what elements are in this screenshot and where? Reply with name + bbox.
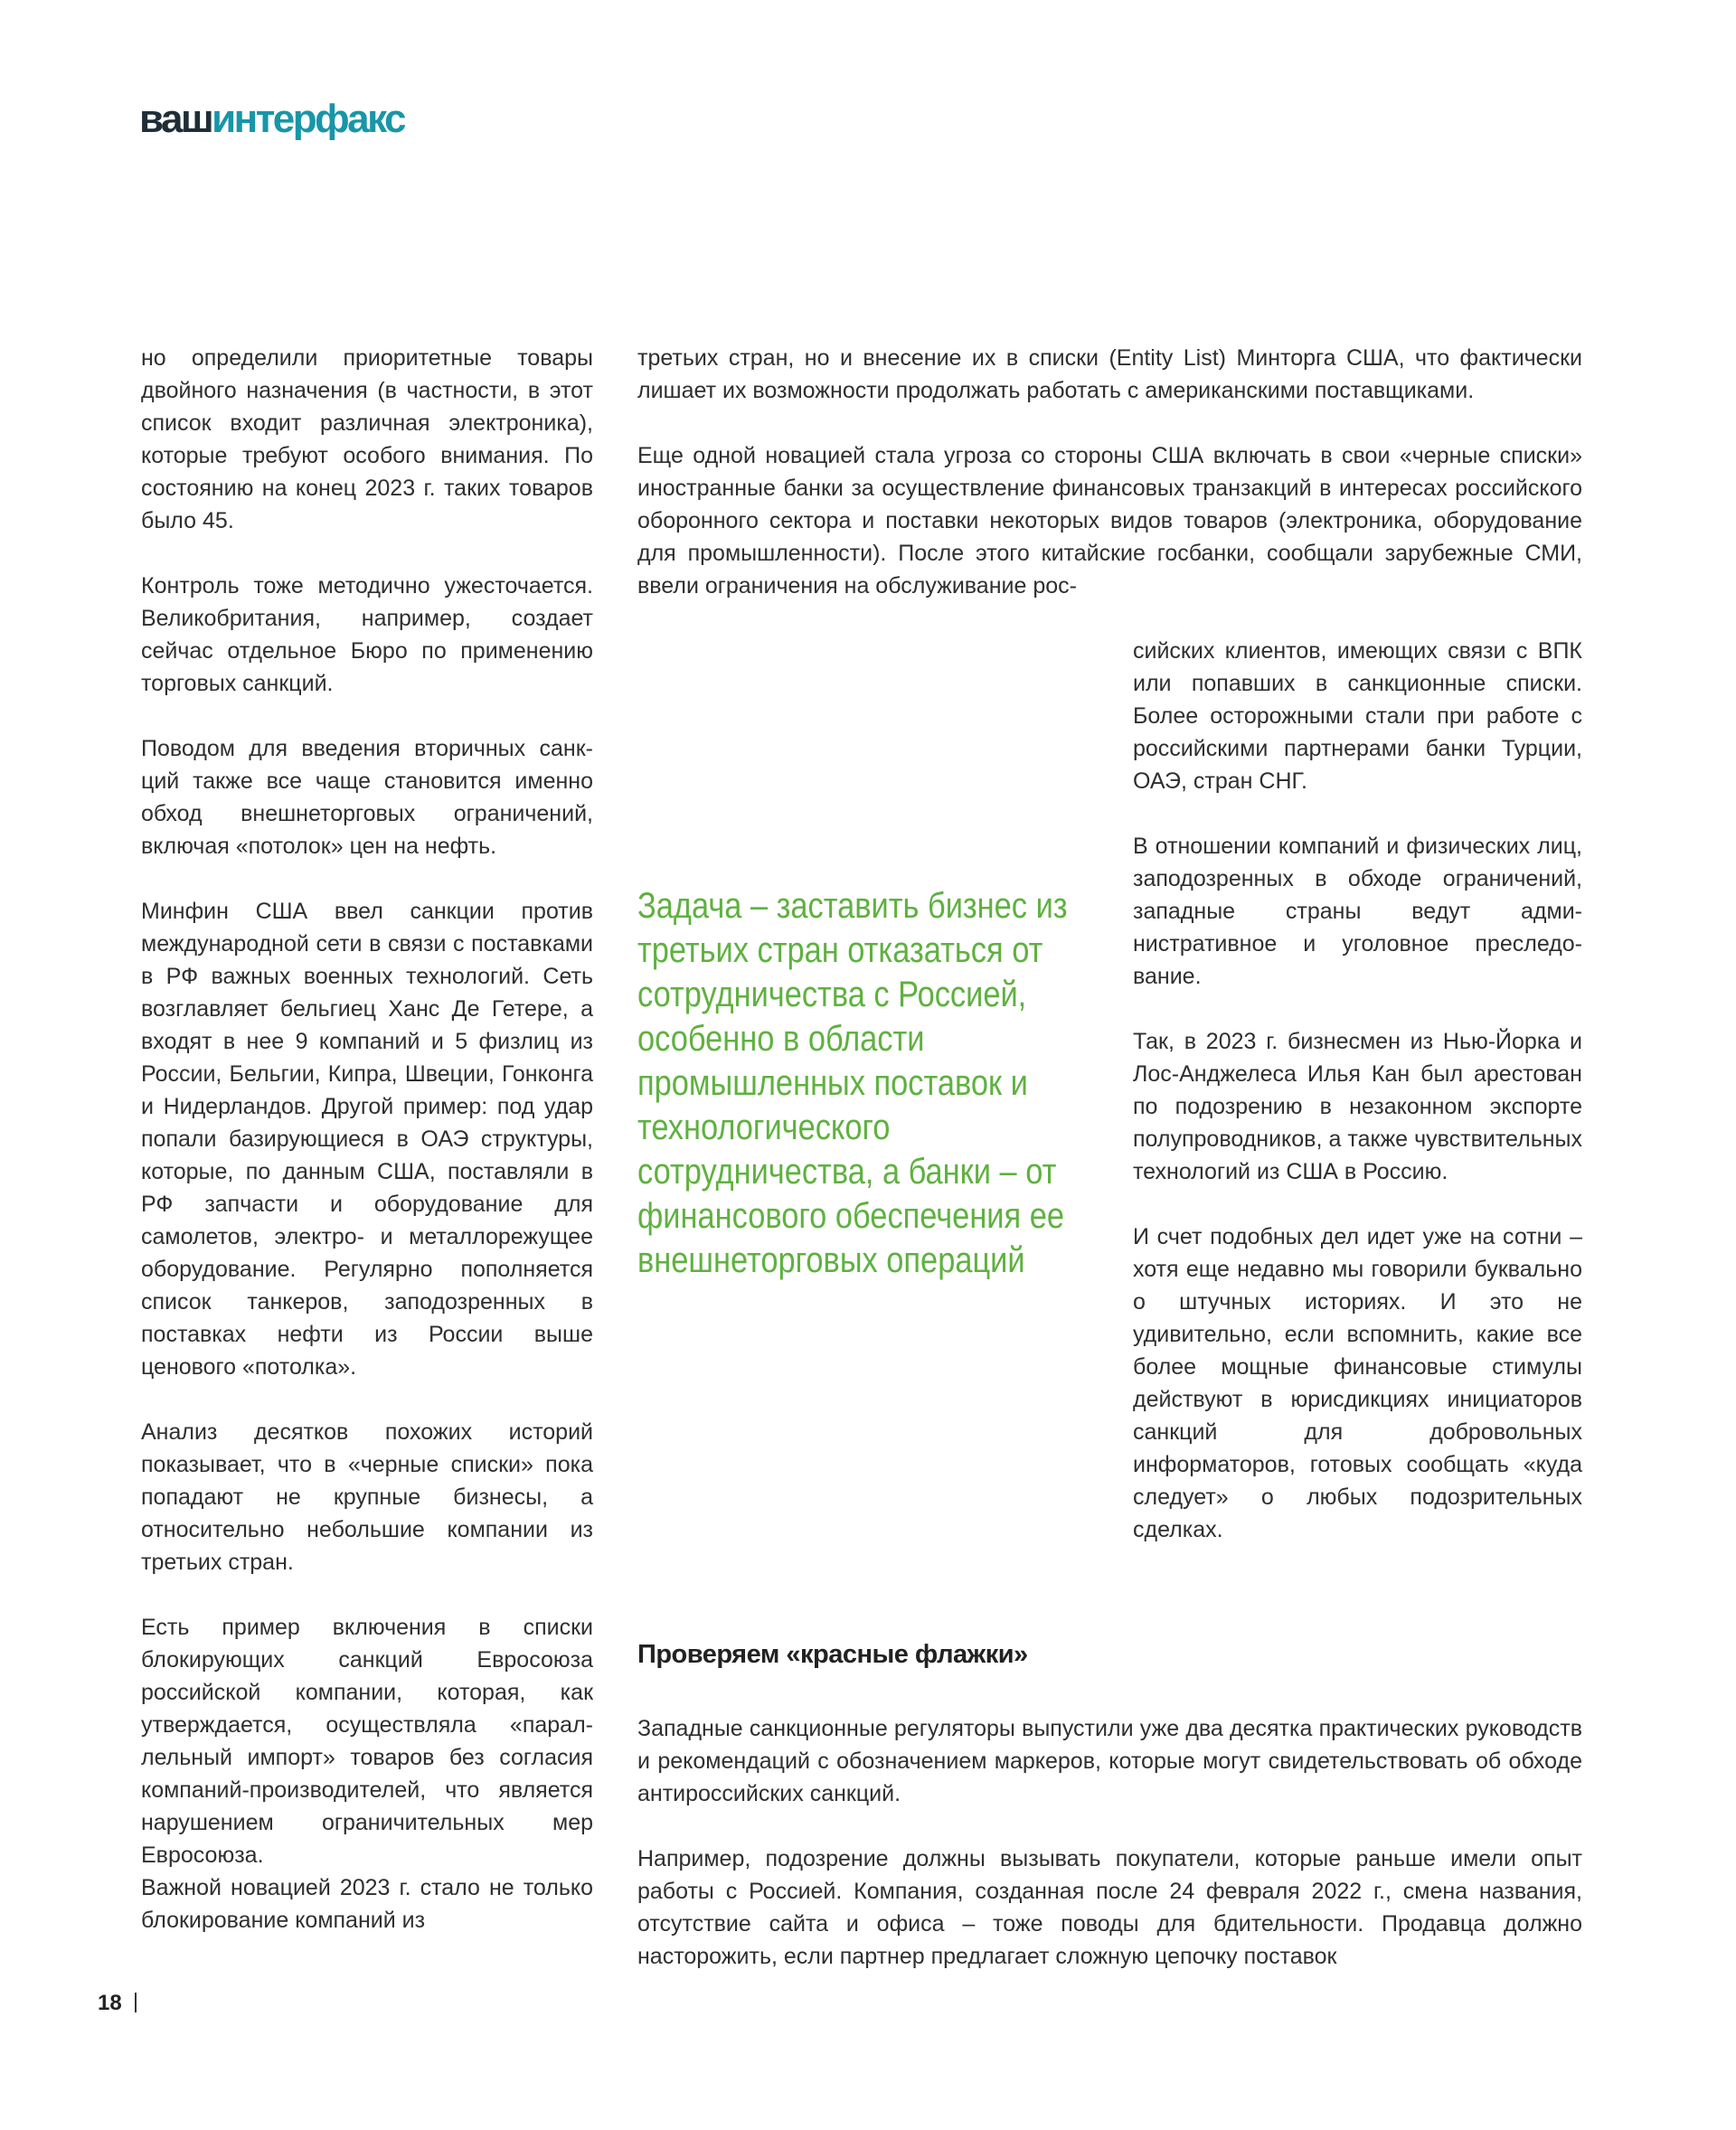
page-footer bbox=[98, 1991, 137, 2016]
section-heading: Проверяем «красные флажки» bbox=[637, 1640, 1028, 1669]
paragraph: Так, в 2023 г. бизнесмен из Нью-Йорка и Лос-Анджелеса Илья Кан был арестован по подозрению в незаконном экспорте полупроводников, а также чувствительных технологий из США в Россию. bbox=[1133, 1029, 1582, 1184]
paragraph: Западные санкционные регуляторы выпустили уже два десятка практических руководств и рекомендаций с обозначением маркеров, которые могут свидетельствовать об обходе антироссийских санкций. bbox=[637, 1716, 1582, 1806]
logo-part-1: ваш bbox=[139, 97, 212, 141]
paragraph: Контроль тоже методично ужесточается. Великобритания, например, создает сейчас отдельное Бюро по применению торговых санкций. bbox=[141, 573, 593, 696]
paragraph: Еще одной новацией стала угроза со стороны США включать в свои «черные списки» иностранные банки за осуществление финансовых транзакций в интересах российского оборонного сектора и поставки некоторых видов товаров (электроника, оборудование для промышленности). После этого китайские госбанки, сообщали зарубежные СМИ, ввели ограничения на обслуживание рос- bbox=[637, 443, 1582, 598]
section-red-flags bbox=[637, 1636, 1582, 2005]
paragraph: но определили приоритетные товары двойного назначения (в частности, в этот список входит различная электроника), которые требуют особого внимания. По состоянию на конец 2023 г. таких товаров было 45. bbox=[141, 345, 593, 533]
paragraph: третьих стран, но и внесение их в списки (Entity List) Минторга США, что фактически лишает их возможности продолжать работать с американскими поставщиками. bbox=[637, 345, 1582, 403]
brand-logo bbox=[139, 99, 404, 139]
paragraph: Есть пример включения в списки блокирующих санкций Евросоюза российской компании, которая, как утверждается, осуществляла «параллельный импорт» товаров без согласия компаний-производителей, что является нарушением ограничительных мер Евросоюза. bbox=[141, 1615, 593, 1868]
paragraph: В отношении компаний и физических лиц, заподозренных в обходе ограничений, западные страны ведут административное и уголовное преследование. bbox=[1133, 834, 1582, 989]
paragraph: И счет подобных дел идет уже на сотни – хотя еще недавно мы говорили буквально о штучных историях. И это не удивительно, если вспомнить, какие все более мощные финансовые стимулы действуют в юрисдикциях инициаторов санкций для добровольных информаторов, готовых сообщать «куда следует» о любых подозрительных сделках. bbox=[1133, 1224, 1582, 1542]
page-number: 18 bbox=[98, 1991, 122, 2015]
pull-quote: Задача – заставить бизнес из третьих стран отказаться от сотрудничества с Россией, особенно в области промышленных поставок и технологического сотрудничества, а банки – от финансового обеспечения ее внешнеторговых операций bbox=[637, 886, 1068, 1280]
logo-part-2: интерфакс bbox=[212, 97, 405, 141]
left-column bbox=[141, 342, 593, 1969]
footer-divider bbox=[135, 1993, 137, 2012]
paragraph: Анализ десятков похожих историй показывает, что в «черные списки» пока попадают не крупные бизнесы, а относительно небольшие компании из третьих стран. bbox=[141, 1419, 593, 1575]
paragraph: Минфин США ввел санкции против международной сети в связи с поставками в РФ важных военных технологий. Сеть возглавляет бельгиец Ханс Де Гетере, а входят в нее 9 компаний и 5 физлиц из России, Бельгии, Кипра, Швеции, Гонконга и Нидерландов. Другой пример: под удар попали базирующиеся в ОАЭ структуры, которые, по данным США, поставляли в РФ запчасти и оборудование для самолетов, электро- и металлорежущее оборудование. Регулярно пополняется список танкеров, заподозренных в поставках нефти из России выше ценового «потолка». bbox=[141, 899, 593, 1380]
right-column bbox=[1133, 635, 1582, 1579]
top-column bbox=[637, 342, 1582, 635]
paragraph: Важной новацией 2023 г. стало не только блокирование компаний из bbox=[141, 1875, 593, 1933]
paragraph: Например, подозрение должны вызывать покупатели, которые раньше имели опыт работы с Россией. Компания, созданная после 24 февраля 2022 г., смена названия, отсутствие сайта и офиса – тоже поводы для бдительности. Продавца должно насторожить, если партнер предлагает сложную цепочку поставок bbox=[637, 1846, 1582, 1969]
paragraph: сийских клиентов, имеющих связи с ВПК или попавших в санкционные списки. Более осторожными стали при работе с российскими партнерами банки Турции, ОАЭ, стран СНГ. bbox=[1133, 638, 1582, 794]
paragraph: Поводом для введения вторичных санкций также все чаще становится именно обход внешнеторговых ограничений, включая «потолок» цен на нефть. bbox=[141, 736, 593, 859]
